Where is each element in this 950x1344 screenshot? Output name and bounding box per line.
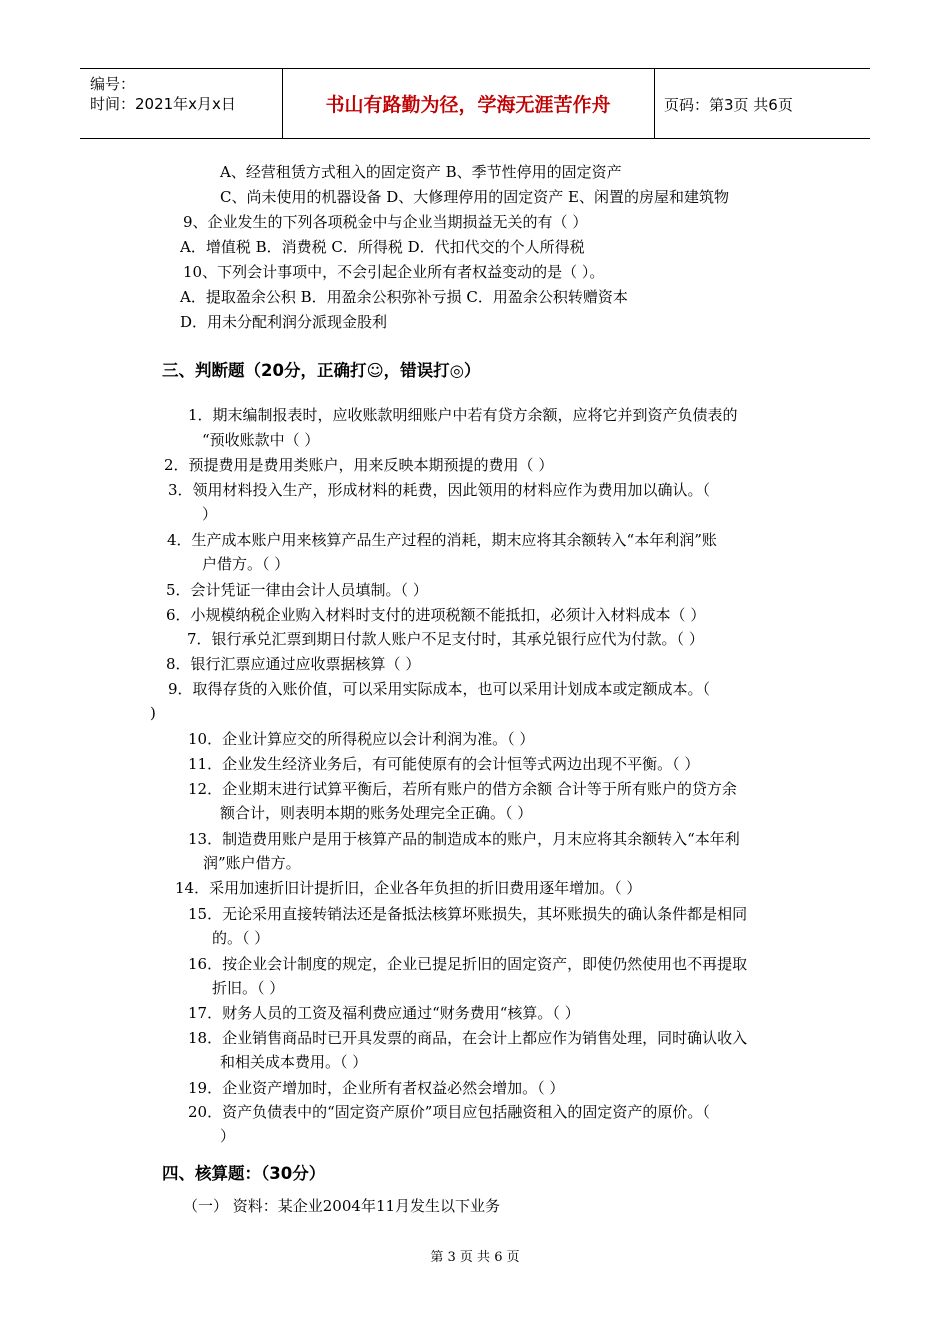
tf-item-2: 2．预提费用是费用类账户，用来反映本期预提的费用（ ） — [164, 456, 554, 474]
tf-item-8: 8．银行汇票应通过应收票据核算（ ） — [166, 655, 421, 673]
tf-item-1-line-2: “预收账款中（ ） — [202, 431, 320, 449]
header-number-label: 编号： — [90, 75, 136, 93]
header-motto-cell — [282, 69, 655, 138]
tf-item-3-line-2: ） — [202, 505, 218, 523]
q10-stem: 10、下列会计事项中，不会引起企业所有者权益变动的是（ ）。 — [183, 263, 605, 281]
q10-options-line-2: D．用未分配利润分派现金股利 — [180, 313, 388, 331]
tf-item-18-line-1: 18．企业销售商品时已开具发票的商品，在会计上都应作为销售处理，同时确认收入 — [188, 1029, 748, 1047]
tf-item-9-line-1: 9．取得存货的入账价值，可以采用实际成本，也可以采用计划成本或定额成本。（ — [168, 680, 711, 698]
header-motto: 书山有路勤为径，学海无涯苦作舟 — [325, 94, 611, 116]
tf-item-19: 19．企业资产增加时，企业所有者权益必然会增加。（ ） — [188, 1079, 565, 1097]
tf-item-6: 6．小规模纳税企业购入材料时支付的进项税额不能抵扣，必须计入材料成本（ ） — [166, 606, 706, 624]
q9-options: A．增值税 B．消费税 C．所得税 D．代扣代交的个人所得税 — [180, 238, 585, 256]
tf-item-13-line-1: 13．制造费用账户是用于核算产品的制造成本的账户，月末应将其余额转入“本年利 — [188, 830, 740, 848]
tf-item-11: 11．企业发生经济业务后，有可能使原有的会计恒等式两边出现不平衡。（ ） — [188, 755, 700, 773]
q9-stem: 9、企业发生的下列各项税金中与企业当期损益无关的有（ ） — [183, 213, 588, 231]
tf-item-17: 17．财务人员的工资及福利费应通过“财务费用“核算。（ ） — [188, 1004, 580, 1022]
q8-option-line-1: A、经营租赁方式租入的固定资产 B、季节性停用的固定资产 — [220, 163, 622, 181]
tf-item-20-line-1: 20．资产负债表中的“固定资产原价”项目应包括融资租入的固定资产的原价。（ — [188, 1103, 710, 1121]
tf-item-16-line-1: 16．按企业会计制度的规定，企业已提足折旧的固定资产，即使仍然使用也不再提取 — [188, 955, 748, 973]
section-3-title: 三、判断题（20分，正确打☺，错误打◎） — [162, 361, 481, 380]
tf-item-4-line-2: 户借方。（ ） — [202, 555, 290, 573]
tf-item-12-line-2: 额合计，则表明本期的账务处理完全正确。（ ） — [220, 804, 533, 822]
tf-item-16-line-2: 折旧。（ ） — [212, 979, 285, 997]
header-page-cell — [654, 69, 870, 138]
tf-item-20-line-2: ） — [220, 1127, 236, 1145]
tf-item-5: 5．会计凭证一律由会计人员填制。（ ） — [166, 581, 428, 599]
header-page-label: 页码：第3页 共6页 — [664, 96, 793, 114]
tf-item-4-line-1: 4．生产成本账户用来核算产品生产过程的消耗，期末应将其余额转入“本年利润”账 — [167, 531, 717, 549]
tf-item-1-line-1: 1．期末编制报表时，应收账款明细账户中若有贷方余额，应将它并到资产负债表的 — [188, 406, 738, 424]
section-4-title: 四、核算题：（30分） — [162, 1164, 326, 1183]
tf-item-18-line-2: 和相关成本费用。（ ） — [220, 1053, 368, 1071]
tf-item-13-line-2: 润”账户借方。 — [203, 854, 301, 872]
q10-options-line-1: A．提取盈余公积 B．用盈余公积弥补亏损 C．用盈余公积转赠资本 — [180, 288, 628, 306]
header-info-cell — [80, 69, 283, 138]
tf-item-15-line-1: 15．无论采用直接转销法还是备抵法核算坏账损失，其坏账损失的确认条件都是相同 — [188, 905, 748, 923]
header-date-label: 时间：2021年x月x日 — [90, 95, 236, 113]
q8-option-line-2: C、尚未使用的机器设备 D、大修理停用的固定资产 E、闲置的房屋和建筑物 — [220, 188, 729, 206]
tf-item-9-line-2: ) — [150, 704, 156, 722]
tf-item-7: 7．银行承兑汇票到期日付款人账户不足支付时，其承兑银行应代为付款。（ ） — [187, 630, 704, 648]
section-4-sub-1: （一） 资料：某企业2004年11月发生以下业务 — [183, 1197, 501, 1215]
tf-item-12-line-1: 12．企业期末进行试算平衡后，若所有账户的借方余额 合计等于所有账户的贷方余 — [188, 780, 737, 798]
page-header — [80, 68, 870, 139]
tf-item-15-line-2: 的。（ ） — [212, 929, 270, 947]
tf-item-10: 10．企业计算应交的所得税应以会计利润为准。（ ） — [188, 730, 535, 748]
tf-item-14: 14．采用加速折旧计提折旧，企业各年负担的折旧费用逐年增加。（ ） — [175, 879, 642, 897]
page-footer: 第 3 页 共 6 页 — [430, 1250, 520, 1265]
tf-item-3-line-1: 3．领用材料投入生产，形成材料的耗费，因此领用的材料应作为费用加以确认。（ — [168, 481, 711, 499]
